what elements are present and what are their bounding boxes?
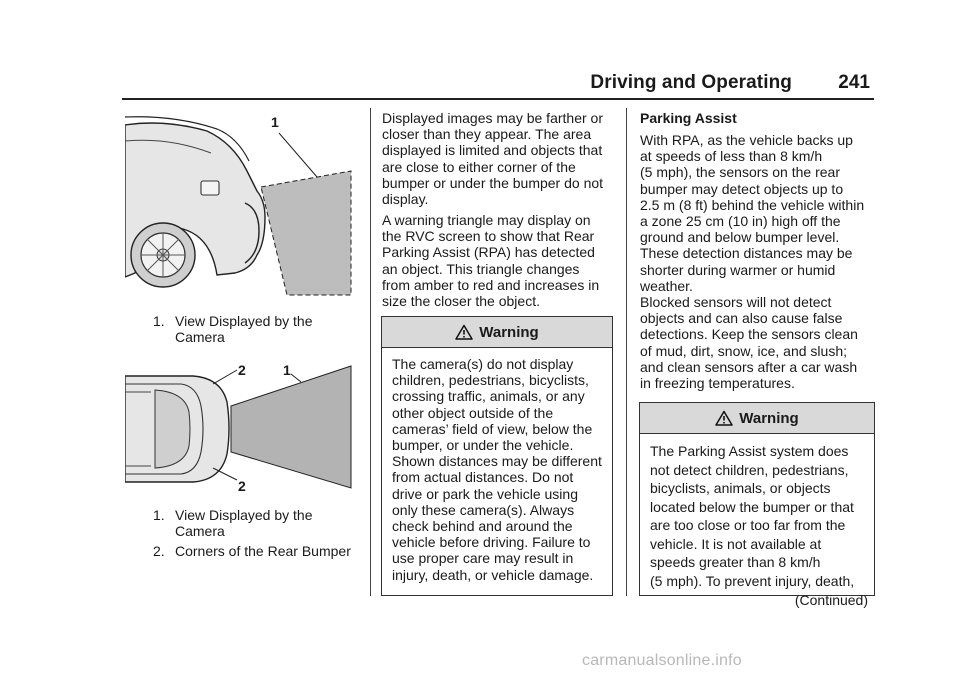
warning-triangle-icon — [455, 324, 473, 340]
page-number: 241 — [838, 72, 870, 93]
text-line: children, pedestrians, bicyclists, — [392, 372, 589, 389]
figure2-caption — [153, 507, 368, 559]
text-line: displayed is limited and objects that — [382, 142, 603, 159]
text-line: detections. Keep the sensors clean — [640, 326, 858, 343]
figure-rear-camera-view — [125, 113, 357, 298]
text-line: of mud, dirt, snow, ice, and slush; — [640, 342, 847, 359]
text-line: cameras’ field of view, below the — [392, 420, 593, 437]
text-line: With RPA, as the vehicle backs up — [640, 132, 853, 148]
text-line: bicyclists, animals, or objects — [650, 480, 831, 496]
text-line: at speeds of less than 8 km/h — [640, 148, 823, 165]
paragraph-blocked-sensors — [640, 294, 876, 391]
caption-text: View Displayed by the — [175, 507, 313, 523]
text-line: A warning triangle may display on — [382, 212, 591, 228]
paragraph-displayed-images — [382, 110, 618, 207]
caption-number: 2. — [153, 543, 165, 559]
text-line: Shown distances may be different — [392, 453, 602, 470]
text-line: from amber to red and increases in — [382, 276, 600, 293]
text-line: the RVC screen to show that Rear — [382, 228, 595, 245]
text-line: are close to either corner of the — [382, 158, 576, 175]
figure2-callout-2-top: 2 — [238, 362, 246, 378]
text-line: vehicle. It is not available at — [650, 535, 822, 552]
column-divider-right — [626, 108, 627, 596]
header-rule — [122, 98, 874, 100]
text-line: from actual distances. Do not — [392, 469, 574, 486]
warning-box-camera — [381, 316, 613, 596]
text-line: size the closer the object. — [382, 293, 540, 310]
figure2-callout-1: 1 — [283, 362, 291, 378]
caption-text-continued: Camera — [175, 523, 225, 539]
caption-number: 1. — [153, 313, 165, 329]
text-line: shorter during warmer or humid — [640, 261, 836, 278]
column-divider-left — [370, 108, 371, 596]
warning-header — [640, 403, 874, 434]
text-line: are too close or too far from the — [650, 517, 846, 533]
warning-box-parking-assist — [639, 402, 875, 608]
text-line: (5 mph). To prevent injury, death, — [650, 572, 855, 589]
text-line: crossing traffic, animals, or any — [392, 388, 585, 405]
text-line: Parking Assist (RPA) has detected — [382, 244, 595, 261]
warning-header — [382, 317, 612, 348]
figure-top-camera-view — [125, 362, 357, 496]
text-line: objects and can also cause false — [640, 310, 843, 327]
caption-text: View Displayed by the — [175, 313, 313, 329]
text-line: The Parking Assist system does — [650, 443, 849, 459]
paragraph-warning-triangle — [382, 212, 618, 309]
text-line: drive or park the vehicle using — [392, 485, 578, 502]
warning-title: Warning — [479, 323, 539, 341]
warning-triangle-icon — [715, 410, 733, 426]
text-line: in freezing temperatures. — [640, 375, 795, 392]
warning-text — [640, 434, 874, 590]
section-title-parking-assist: Parking Assist — [640, 110, 737, 126]
warning-text — [382, 348, 612, 583]
warning-title: Warning — [739, 409, 799, 427]
text-line: an object. This triangle changes — [382, 260, 580, 277]
text-line: bumper or under the bumper do not — [382, 174, 604, 191]
watermark: carmanualsonline.info — [582, 652, 742, 669]
text-line: and clean sensors after a car wash — [640, 358, 858, 375]
text-line: closer than they appear. The area — [382, 126, 592, 143]
text-line: not detect children, pedestrians, — [650, 461, 849, 478]
text-line: only these camera(s). Always — [392, 501, 575, 518]
text-line: use proper care may result in — [392, 550, 574, 567]
text-line: The camera(s) do not display — [392, 356, 574, 372]
figure1-caption — [153, 313, 363, 345]
section-heading: Driving and Operating — [590, 72, 792, 93]
text-line: vehicle before driving. Failure to — [392, 534, 591, 551]
text-line: These detection distances may be — [640, 245, 853, 262]
text-line: 2.5 m (8 ft) behind the vehicle within — [640, 196, 865, 213]
text-line: speeds greater than 8 km/h — [650, 554, 821, 570]
text-line: (5 mph), the sensors on the rear — [640, 164, 840, 181]
figure2-callout-2-bottom: 2 — [238, 478, 246, 494]
text-line: ground and below bumper level. — [640, 229, 840, 246]
caption-text-continued: Camera — [175, 329, 225, 345]
text-line: bumper may detect objects up to — [640, 180, 844, 197]
text-line: check behind and around the — [392, 518, 573, 535]
text-line: other object outside of the — [392, 404, 554, 421]
figure1-callout-1: 1 — [271, 114, 279, 130]
text-line: display. — [382, 191, 429, 208]
text-line: weather. — [640, 277, 693, 294]
caption-text: Corners of the Rear Bumper — [175, 543, 351, 559]
caption-number: 1. — [153, 507, 165, 523]
paragraph-rpa — [640, 132, 880, 294]
top-view-illustration — [125, 362, 357, 496]
continued-label: (Continued) — [794, 592, 868, 608]
rear-view-illustration — [125, 113, 357, 298]
text-line: bumper, or under the vehicle. — [392, 437, 574, 454]
text-line: located below the bumper or that — [650, 498, 854, 515]
text-line: a zone 25 cm (10 in) high off the — [640, 213, 841, 230]
text-line: Displayed images may be farther or — [382, 110, 603, 126]
text-line: injury, death, or vehicle damage. — [392, 566, 594, 583]
text-line: Blocked sensors will not detect — [640, 294, 832, 310]
